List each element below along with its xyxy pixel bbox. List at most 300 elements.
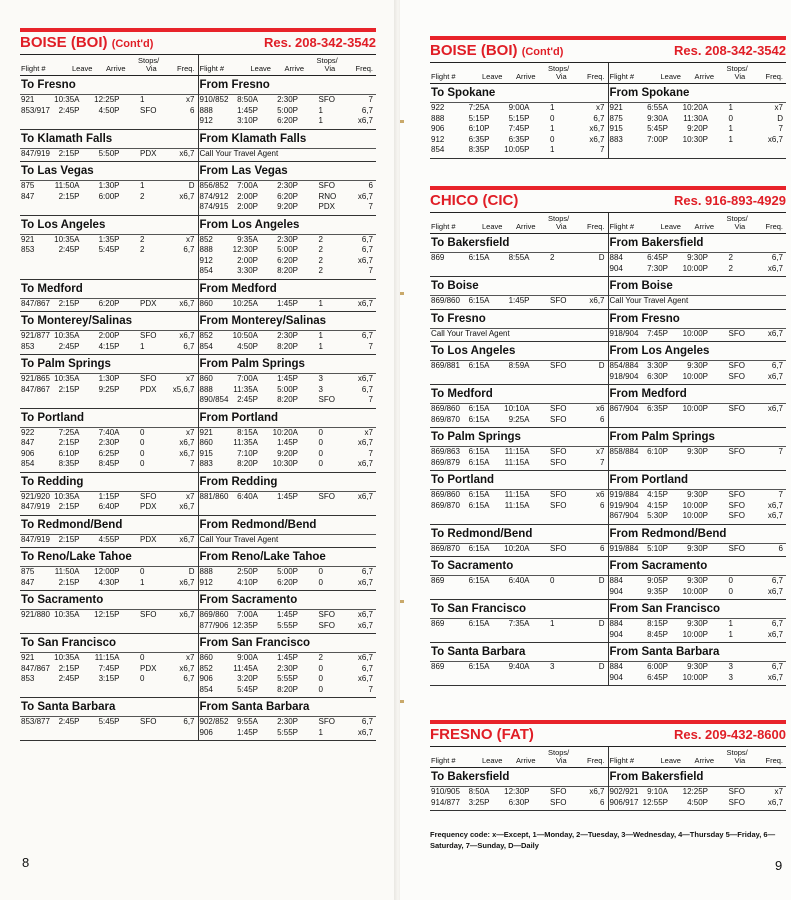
column-arrive: Arrive [694,72,715,81]
stops-via: 3 [318,384,323,394]
stops-via: 2 [550,253,555,262]
frequency: D [598,662,605,671]
stops-via: 2 [728,263,733,273]
arrive-time: 9:30P [687,447,708,456]
column-freq: Freq. [586,72,605,81]
frequency: x6,7 [767,672,783,682]
flight-number: 921 [21,95,35,104]
from-column [609,310,787,342]
flight-number: 906 [431,124,445,133]
frequency: 6,7 [771,253,783,262]
stops-via: 0 [318,663,323,673]
flight-number: 853/917 [21,105,50,115]
leave-time: 2:45P [58,717,80,726]
arrive-time: 9:30P [687,619,708,628]
leave-time: 7:00P [647,134,668,144]
leave-time: 7:00A [237,610,258,619]
flight-row [430,798,608,809]
column-arrive: Arrive [694,756,715,765]
leave-time: 6:55A [647,103,668,112]
flight-row [199,438,377,449]
destination-heading: To Palm Springs [430,428,608,447]
flight-row [430,501,608,512]
from-column [199,591,377,633]
flight-row [430,103,608,114]
from-column [609,342,787,384]
arrive-time: 1:30P [98,374,120,383]
frequency: 6 [600,543,605,553]
flight-row [609,447,787,458]
flight-number: 877/906 [199,620,229,630]
column-flight: Flight # [199,64,225,73]
airport-code: BOISE (BOI) [430,42,518,59]
column-arrive: Arrive [284,64,305,73]
stops-via: SFO [550,404,567,413]
leave-time: 2:50P [237,567,258,576]
route-block [430,471,786,525]
frequency: x6,7 [767,328,783,338]
stops-via: SFO [728,490,745,499]
arrive-time: 8:55A [508,253,530,262]
frequency: 7 [368,95,373,104]
flight-row [20,459,198,470]
origin-heading: From Medford [609,385,787,404]
frequency: x6,7 [357,577,373,587]
column-flight: Flight # [431,72,456,81]
stops-via: 1 [140,577,145,587]
frequency: x6,7 [357,438,373,447]
flight-number: 869/860 [431,490,460,499]
flight-number: 847/919 [21,148,50,158]
flight-row [199,449,377,460]
leave-time: 6:40A [237,491,258,501]
arrive-time: 1:35P [98,234,120,244]
leave-time: 3:25P [468,797,490,807]
stops-via: 2 [318,266,323,275]
arrive-time: 10:20A [682,103,708,112]
column-freq: Freq. [355,64,373,73]
frequency: x6,7 [357,610,373,619]
frequency: x6,7 [357,374,373,383]
route-block [20,216,376,280]
flight-number: 915 [609,124,623,133]
arrive-time: 5:15P [508,113,530,123]
arrive-time: 6:40P [98,502,120,511]
arrive-time: 10:30P [682,134,708,144]
frequency: x7 [186,653,195,662]
origin-heading: From Los Angeles [199,216,377,235]
airport-name [20,34,153,51]
flight-number: 914/877 [431,797,460,807]
leave-time: 2:15P [58,534,80,544]
leave-time: 6:30P [647,371,668,381]
flight-number: 888 [431,113,445,123]
leave-time: 7:25A [58,427,80,437]
from-column [609,234,787,276]
destination-heading: To Palm Springs [20,355,198,374]
arrive-time: 9:20P [277,202,298,211]
destination-heading: To Medford [20,280,198,299]
flight-number: 921 [199,427,213,437]
flight-number: 860 [199,438,213,447]
flight-number: 869 [431,662,445,671]
frequency: 6,7 [771,619,783,628]
flight-row [609,587,787,598]
arrive-time: 5:55P [277,727,298,737]
airport-code: FRESNO (FAT) [430,726,534,743]
stops-via: SFO [140,610,157,619]
arrive-time: 5:55P [277,674,298,683]
arrive-time: 2:30P [277,181,298,190]
flight-number: 904 [609,586,623,596]
flight-row [199,181,377,192]
from-column [199,634,377,697]
leave-time: 4:15P [647,490,668,499]
origin-heading: From Sacramento [199,591,377,610]
flight-row [609,329,787,340]
flight-row [199,385,377,396]
leave-time: 4:10P [237,577,258,587]
column-flight: Flight # [21,64,46,73]
to-column [430,234,609,276]
leave-time: 9:55A [237,717,258,726]
flight-row [430,361,608,372]
route-block [20,548,376,591]
leave-time: 7:00A [237,181,258,190]
column-freq: Freq. [176,64,195,73]
stops-via: 0 [318,674,323,683]
flight-number: 888 [199,567,213,576]
arrive-time: 5:00P [277,384,298,394]
leave-time: 2:45P [58,341,80,351]
origin-heading: From Portland [609,471,787,490]
column-leave: Leave [660,72,681,81]
arrive-time: 6:00P [98,191,120,201]
column-leave: Leave [482,222,503,231]
stops-via: SFO [318,717,335,726]
leave-time: 4:15P [647,500,668,510]
column-leave: Leave [660,756,681,765]
frequency: 6,7 [593,113,605,123]
flight-number: 869/870 [431,414,460,424]
arrive-time: 2:30P [277,717,298,726]
margin-mark [400,292,404,295]
leave-time: 8:15P [647,619,668,628]
frequency: x6,7 [767,797,783,807]
stops-via: SFO [550,296,567,305]
destination-heading: To Sacramento [430,557,608,576]
route-block [20,409,376,473]
stops-via: 3 [728,672,733,682]
arrive-time: 9:30P [687,253,708,262]
flight-row [20,192,198,203]
travel-agent-note: Call Your Travel Agent [609,296,689,305]
leave-time: 12:30P [232,245,258,254]
column-via: Via [734,222,746,231]
airport-code: BOISE (BOI) [20,34,108,51]
origin-heading: From Santa Barbara [609,643,787,662]
from-column [609,385,787,427]
flight-number: 874/915 [199,202,229,211]
stops-via: SFO [728,787,745,796]
leave-time: 6:15A [468,576,490,585]
flight-row [20,95,198,106]
destination-heading: To Portland [430,471,608,490]
arrive-time: 6:25P [98,448,120,458]
stops-via: 0 [728,576,733,585]
flight-row [199,728,377,739]
arrive-time: 6:20P [277,255,298,265]
flight-number: 921 [609,103,623,112]
reservations-phone: Res. 916-893-4929 [673,193,786,208]
frequency: D [598,619,605,628]
arrive-time: 8:45P [98,459,120,468]
destination-heading: To San Francisco [430,600,608,619]
flight-number: 910/905 [431,787,460,796]
from-column [609,525,787,557]
airport-section [20,28,376,741]
flight-number: 922 [21,427,35,437]
margin-mark [400,120,404,123]
flight-row [430,296,608,307]
frequency: 6,7 [361,384,373,394]
from-column [199,216,377,279]
flight-number: 910/852 [199,95,229,104]
margin-mark [400,700,404,703]
route-block [430,643,786,686]
column-leave: Leave [482,72,503,81]
flight-row [199,331,377,342]
column-freq: Freq. [765,72,783,81]
arrive-time: 5:45P [98,245,120,254]
flight-number: 854/884 [609,361,639,370]
column-leave: Leave [250,64,271,73]
origin-heading: From Redmond/Bend [199,516,377,535]
leave-time: 10:35A [54,95,80,104]
flight-row [199,266,377,277]
arrive-time: 3:15P [98,674,120,683]
destination-heading: To Sacramento [20,591,198,610]
arrive-time: 10:20A [504,543,530,553]
frequency: x6,7 [357,191,373,201]
frequency: x7 [774,103,783,112]
flight-row [430,576,608,587]
stops-via: SFO [550,787,567,796]
arrive-time: 10:30P [272,459,298,468]
flight-row [199,235,377,246]
frequency: x7 [186,491,195,501]
arrive-time: 10:20A [272,427,298,437]
column-arrive: Arrive [106,64,126,73]
leave-time: 8:15A [237,427,258,437]
flight-number: 921/877 [21,331,50,340]
route-block [20,634,376,698]
flight-number: 869/879 [431,457,460,467]
flight-row [199,395,377,406]
flight-row [430,135,608,146]
frequency: x6,7 [357,255,373,265]
frequency: x6,7 [357,116,373,125]
frequency: x6 [596,404,605,413]
flight-number: 921 [21,234,35,244]
stops-via: 1 [550,124,555,133]
stops-via: SFO [550,797,567,807]
frequency: x7 [774,787,783,796]
flight-row [199,653,377,664]
flight-number: 918/904 [609,328,639,338]
arrive-time: 1:45P [277,374,298,383]
stops-via: 0 [318,684,323,694]
stops-via: 1 [318,298,323,308]
leave-time: 9:30A [647,113,668,123]
frequency: x6,7 [767,263,783,273]
origin-heading: From Fresno [609,310,787,329]
flight-number: 884 [609,662,623,671]
flight-row [199,256,377,267]
column-stops: Stops/ [548,748,570,757]
from-column [609,643,787,685]
to-column [430,342,609,384]
flight-number: 854 [21,459,35,468]
leave-time: 6:15A [468,662,490,671]
flight-number: 919/904 [609,500,639,510]
arrive-time: 2:30P [277,331,298,340]
stops-via: SFO [550,447,567,456]
arrive-time: 10:10A [504,404,530,413]
stops-via: SFO [728,447,745,456]
frequency: 6,7 [361,234,373,244]
flight-row [199,192,377,203]
stops-via: 0 [728,586,733,596]
column-arrive: Arrive [516,756,536,765]
frequency: 6 [600,797,605,807]
arrive-time: 4:50P [98,105,120,115]
stops-via: RNO [318,191,337,201]
stops-via: SFO [318,610,335,619]
flight-number: 912 [199,116,213,125]
stops-via: 0 [550,576,555,585]
frequency: x6,7 [767,629,783,639]
route-block [430,525,786,558]
stops-via: 0 [318,567,323,576]
stops-via: SFO [550,361,567,370]
arrive-time: 2:30P [277,234,298,244]
stops-via: PDX [140,534,157,544]
column-leave: Leave [660,222,681,231]
stops-via: SFO [728,328,745,338]
flight-row [199,674,377,685]
flight-row [20,385,198,396]
leave-time: 6:10P [647,447,668,456]
column-stops: Stops/ [316,56,338,65]
travel-agent-note: Call Your Travel Agent [199,534,279,544]
arrive-time: 11:15A [504,490,530,499]
from-column [199,516,377,548]
flight-number: 858/884 [609,447,639,456]
to-column [20,162,199,215]
to-column [20,130,199,162]
arrive-time: 6:20P [277,116,298,125]
column-header [430,63,609,83]
airport-section [430,720,786,811]
frequency: 6,7 [361,245,373,254]
flight-number: 906 [199,674,213,683]
flight-row [199,685,377,696]
leave-time: 7:00A [237,374,258,383]
stops-via: 2 [318,653,323,662]
leave-time: 8:20P [237,459,258,468]
leave-time: 6:15A [468,543,490,553]
flight-row [199,116,377,127]
leave-time: 9:00A [237,653,258,662]
flight-row [20,235,198,246]
frequency: D [598,576,605,585]
flight-row [609,372,787,383]
flight-row [20,664,198,675]
to-column [20,548,199,590]
frequency: x6,7 [179,331,195,340]
arrive-time: 5:45P [98,717,120,726]
from-column [199,280,377,312]
flight-number: 874/912 [199,191,229,201]
table-header [430,747,786,768]
arrive-time: 10:00P [682,328,708,338]
arrive-time: 7:45P [508,124,530,133]
arrive-time: 9:30P [687,662,708,671]
origin-heading: From Santa Barbara [199,698,377,717]
destination-heading: To Klamath Falls [20,130,198,149]
frequency: x7 [186,95,195,104]
flight-number: 869/860 [431,404,460,413]
stops-via: 1 [318,105,323,115]
flight-number: 902/852 [199,717,229,726]
to-column [20,76,199,129]
origin-heading: From Redmond/Bend [609,525,787,544]
arrive-time: 6:35P [508,134,530,144]
leave-time: 6:15A [468,361,490,370]
flight-number: 852 [199,331,213,340]
flight-number: 884 [609,619,623,628]
flight-number: 888 [199,245,213,254]
frequency: 7 [778,124,783,133]
stops-via: SFO [728,511,745,520]
frequency: x7 [186,374,195,383]
destination-heading: To Redmond/Bend [430,525,608,544]
stops-via: 0 [140,427,145,437]
leave-time: 5:10P [647,543,668,553]
origin-heading: From Bakersfield [609,768,787,787]
stops-via: 1 [318,341,323,351]
flight-number: 890/854 [199,395,229,404]
to-column [20,516,199,548]
leave-time: 3:30P [237,266,258,275]
stops-via: 1 [728,629,733,639]
route-block [430,310,786,343]
frequency: x6,7 [179,663,195,673]
arrive-time: 9:20P [277,448,298,458]
destination-heading: To Redding [20,473,198,492]
flight-number: 856/852 [199,181,229,190]
flight-number: 904 [609,629,623,639]
origin-heading: From Reno/Lake Tahoe [199,548,377,567]
stops-via: 1 [318,727,323,737]
note-row [430,329,608,340]
to-column [430,525,609,557]
margin-mark [400,600,404,603]
stops-via: SFO [550,414,567,424]
leave-time: 2:15P [58,384,80,394]
stops-via: SFO [140,717,157,726]
